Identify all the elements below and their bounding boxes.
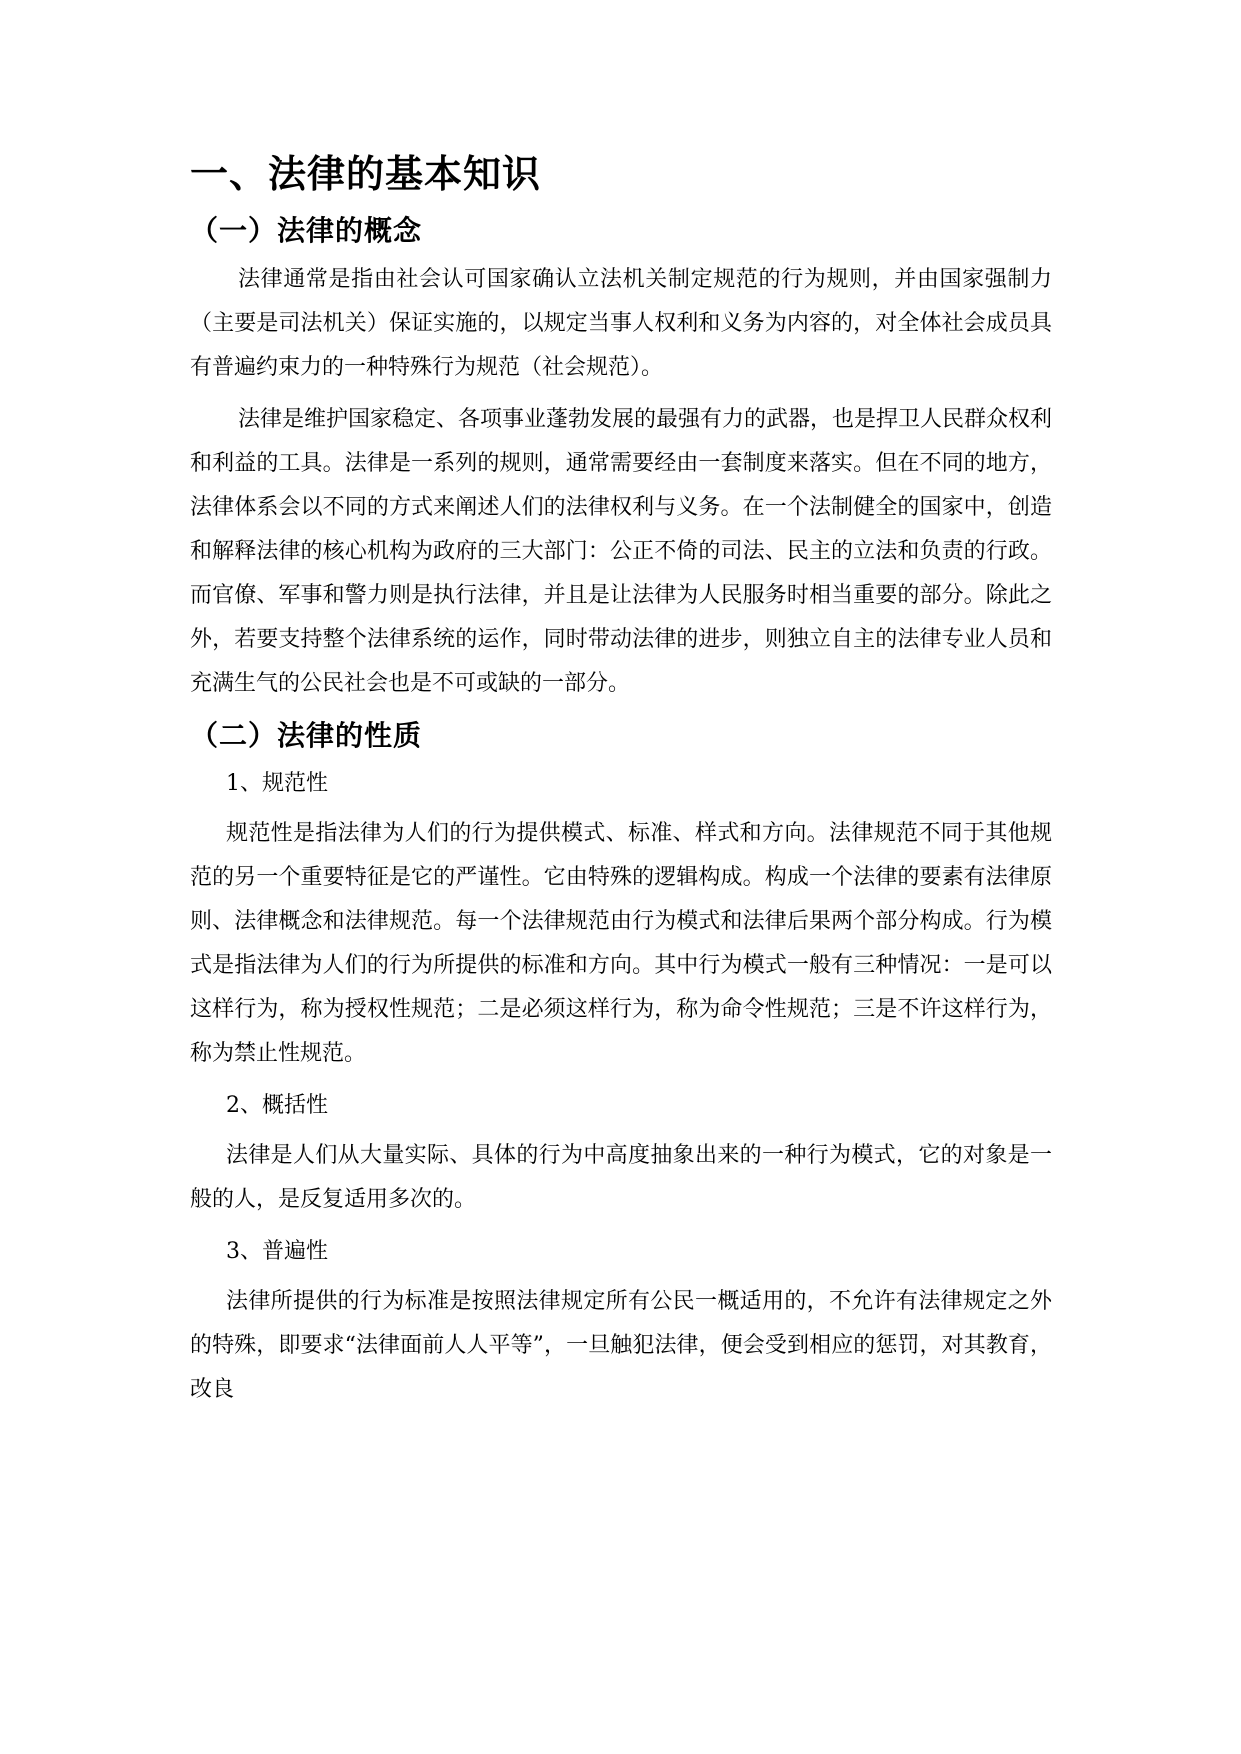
document-content <box>190 150 1052 1420</box>
section-heading-concept: （一）法律的概念 <box>190 214 423 248</box>
item-label-normative: 1、规范性 <box>226 771 328 797</box>
document-title: 一、法律的基本知识 <box>190 152 542 196</box>
item-label-universality: 3、普遍性 <box>226 1239 328 1265</box>
paragraph-concept-2: 法律是维护国家稳定、各项事业蓬勃发展的最强有力的武器，也是捍卫人民群众权利和利益的工具。法律是一系列的规则，通常需要经由一套制度来落实。但在不同的地方，法律体系会以不同的方式来阐述人们的法律权利与义务。在一个法制健全的国家中，创造和解释法律的核心机构为政府的三大部门：公正不倚的司法、民主的立法和负责的行政。而官僚、军事和警力则是执行法律，并且是让法律为人民服务时相当重要的部分。除此之外，若要支持整个法律系统的运作，同时带动法律的进步，则独立自主的法律专业人员和充满生气的公民社会也是不可或缺的一部分。 <box>190 406 1053 696</box>
paragraph-generality: 法律是人们从大量实际、具体的行为中高度抽象出来的一种行为模式，它的对象是一般的人，是反复适用多次的。 <box>190 1143 1052 1213</box>
paragraph-universality: 法律所提供的行为标准是按照法律规定所有公民一概适用的，不允许有法律规定之外的特殊，即要求“法律面前人人平等”，一旦触犯法律，便会受到相应的惩罚，对其教育，改良 <box>190 1289 1052 1403</box>
section-heading-nature: （二）法律的性质 <box>190 718 423 752</box>
paragraph-normative: 规范性是指法律为人们的行为提供模式、标准、样式和方向。法律规范不同于其他规范的另一个重要特征是它的严谨性。它由特殊的逻辑构成。构成一个法律的要素有法律原则、法律概念和法律规范。每一个法律规范由行为模式和法律后果两个部分构成。行为模式是指法律为人们的行为所提供的标准和方向。其中行为模式一般有三种情况：一是可以这样行为，称为授权性规范；二是必须这样行为，称为命令性规范；三是不许这样行为，称为禁止性规范。 <box>190 821 1052 1067</box>
item-label-generality: 2、概括性 <box>226 1093 328 1119</box>
paragraph-concept-1: 法律通常是指由社会认可国家确认立法机关制定规范的行为规则，并由国家强制力（主要是司法机关）保证实施的，以规定当事人权利和义务为内容的，对全体社会成员具有普遍约束力的一种特殊行为规范（社会规范）。 <box>190 266 1052 380</box>
